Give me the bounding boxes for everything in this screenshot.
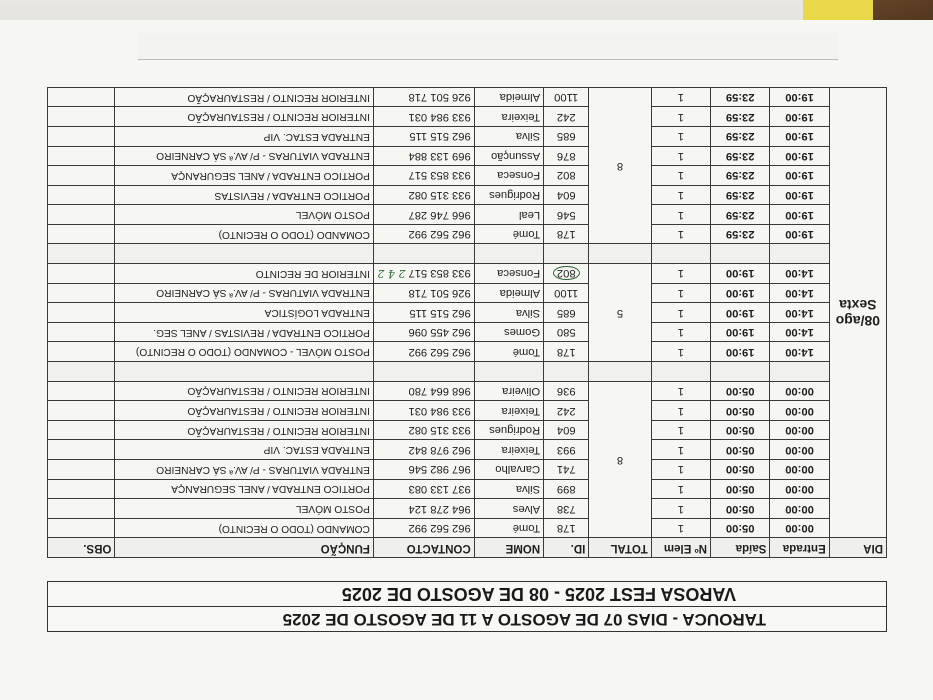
saida-cell: 23:59 — [711, 107, 770, 127]
empty-cell — [770, 244, 829, 264]
obs-cell — [48, 499, 115, 519]
table-row — [48, 107, 887, 127]
funcao-cell: ENTRADA LOGÍSTICA — [115, 303, 373, 323]
id-value: 685 — [556, 130, 576, 143]
nelem-cell: 1 — [651, 146, 710, 166]
nelem-cell: 1 — [651, 518, 710, 538]
contacto-value: 962 978 842 — [408, 443, 471, 456]
col-header-dia: DIA — [829, 538, 886, 558]
table-row — [48, 283, 887, 303]
table-row — [48, 342, 887, 362]
id-cell — [544, 185, 589, 205]
nome-cell: Almeida — [474, 283, 543, 303]
entrada-cell: 00:00 — [770, 460, 829, 480]
table-row — [48, 381, 887, 401]
obs-cell — [48, 224, 115, 244]
table-row — [48, 264, 887, 284]
obs-cell — [48, 342, 115, 362]
nelem-cell: 1 — [651, 381, 710, 401]
document-title: TAROUCA - DIAS 07 DE AGOSTO A 11 DE AGOSTO DE 2025 — [47, 606, 887, 632]
table-row — [48, 479, 887, 499]
document-subtitle: VAROSA FEST 2025 - 08 DE AGOSTO DE 2025 — [47, 581, 887, 606]
nome-cell: Tomé — [474, 518, 543, 538]
table-row — [48, 87, 887, 107]
table-row — [48, 205, 887, 225]
shift-roster-table — [47, 87, 887, 558]
empty-cell — [544, 362, 589, 382]
contacto-cell — [373, 185, 474, 205]
id-cell — [544, 224, 589, 244]
obs-cell — [48, 283, 115, 303]
total-cell: 5 — [589, 264, 651, 362]
empty-cell — [651, 362, 710, 382]
table-row — [48, 401, 887, 421]
obs-cell — [48, 381, 115, 401]
obs-cell — [48, 185, 115, 205]
col-header-id: ID. — [544, 538, 589, 558]
id-value: 604 — [556, 424, 576, 437]
table-row — [48, 166, 887, 186]
obs-cell — [48, 146, 115, 166]
entrada-cell: 19:00 — [770, 185, 829, 205]
contacto-value: 933 984 031 — [408, 404, 471, 417]
contacto-value: 962 515 115 — [409, 130, 471, 143]
obs-cell — [48, 303, 115, 323]
nelem-cell: 1 — [651, 440, 710, 460]
contacto-value: 933 853 517 — [408, 266, 471, 279]
nome-cell: Alves — [474, 499, 543, 519]
nome-cell: Gomes — [474, 322, 543, 342]
saida-cell: 23:59 — [711, 166, 770, 186]
entrada-cell: 14:00 — [770, 342, 829, 362]
contacto-cell — [373, 224, 474, 244]
col-header-saida: Saída — [711, 538, 770, 558]
table-row — [48, 460, 887, 480]
contacto-cell — [373, 87, 474, 107]
saida-cell: 19:00 — [711, 283, 770, 303]
saida-cell: 05:00 — [711, 479, 770, 499]
contacto-value: 933 315 082 — [408, 424, 471, 437]
contacto-value: 969 133 884 — [408, 149, 471, 162]
contacto-cell — [373, 479, 474, 499]
obs-cell — [48, 401, 115, 421]
entrada-cell: 14:00 — [770, 264, 829, 284]
saida-cell: 05:00 — [711, 499, 770, 519]
id-value: 178 — [556, 345, 576, 358]
id-value: 685 — [556, 306, 576, 319]
entrada-cell: 19:00 — [770, 87, 829, 107]
contacto-value: 933 315 082 — [408, 189, 471, 202]
saida-cell: 23:59 — [711, 205, 770, 225]
contacto-cell — [373, 401, 474, 421]
nome-cell: Fonseca — [474, 264, 543, 284]
id-value: 1100 — [554, 286, 579, 299]
total-cell: 8 — [589, 87, 651, 244]
contacto-cell — [373, 205, 474, 225]
empty-cell — [589, 244, 651, 264]
obs-cell — [48, 126, 115, 146]
id-value: 546 — [556, 208, 576, 221]
contacto-cell — [373, 303, 474, 323]
contacto-value: 962 562 992 — [408, 228, 471, 241]
contacto-value: 966 746 287 — [408, 208, 471, 221]
obs-cell — [48, 87, 115, 107]
entrada-cell: 00:00 — [770, 499, 829, 519]
saida-cell: 19:00 — [711, 264, 770, 284]
nome-cell: Fonseca — [474, 166, 543, 186]
entrada-cell: 19:00 — [770, 126, 829, 146]
empty-cell — [770, 362, 829, 382]
funcao-cell: POSTO MÓVEL — [115, 499, 373, 519]
id-cell — [544, 87, 589, 107]
nome-cell: Silva — [474, 479, 543, 499]
funcao-cell: POSTO MÓVEL — [115, 205, 373, 225]
entrada-cell: 19:00 — [770, 205, 829, 225]
nelem-cell: 1 — [651, 126, 710, 146]
entrada-cell: 00:00 — [770, 401, 829, 421]
document-header — [47, 581, 887, 632]
nelem-cell: 1 — [651, 224, 710, 244]
id-cell — [544, 107, 589, 127]
empty-cell — [115, 244, 373, 264]
id-value: 178 — [556, 228, 576, 241]
saida-cell: 23:59 — [711, 224, 770, 244]
entrada-cell: 00:00 — [770, 420, 829, 440]
contacto-cell — [373, 440, 474, 460]
contacto-cell — [373, 107, 474, 127]
funcao-cell: ENTRADA VIATURAS - P/ AV.ª SÁ CARNEIRO — [115, 283, 373, 303]
col-header-contacto: CONTACTO — [373, 538, 474, 558]
nelem-cell: 1 — [651, 185, 710, 205]
nome-cell: Rodrigues — [474, 185, 543, 205]
id-cell — [544, 342, 589, 362]
obs-cell — [48, 166, 115, 186]
funcao-cell: ENTRADA VIATURAS - P/ AV.ª SÁ CARNEIRO — [115, 146, 373, 166]
nelem-cell: 1 — [651, 479, 710, 499]
id-cell — [544, 479, 589, 499]
empty-cell — [651, 244, 710, 264]
table-row — [48, 518, 887, 538]
empty-cell — [544, 244, 589, 264]
obs-cell — [48, 264, 115, 284]
id-value: 738 — [556, 502, 576, 515]
entrada-cell: 14:00 — [770, 322, 829, 342]
contacto-value: 962 562 992 — [408, 345, 471, 358]
id-value: 1100 — [554, 91, 579, 104]
contacto-value: 962 455 096 — [408, 326, 471, 339]
nome-cell: Tomé — [474, 224, 543, 244]
nome-cell: Teixeira — [474, 401, 543, 421]
id-cell — [544, 460, 589, 480]
id-value: 802 — [556, 169, 576, 182]
block-separator-row — [48, 362, 887, 382]
entrada-cell: 19:00 — [770, 146, 829, 166]
nelem-cell: 1 — [651, 420, 710, 440]
nelem-cell: 1 — [651, 342, 710, 362]
id-cell — [544, 518, 589, 538]
id-cell — [544, 303, 589, 323]
nome-cell: Leal — [474, 205, 543, 225]
page-footer-strip — [138, 33, 838, 60]
contacto-cell — [373, 342, 474, 362]
nelem-cell: 1 — [651, 107, 710, 127]
nome-cell: Teixeira — [474, 107, 543, 127]
id-value: 741 — [556, 463, 576, 476]
total-cell: 8 — [589, 381, 651, 538]
table-row — [48, 126, 887, 146]
funcao-cell: PORTICO ENTRADA / REVISTAS — [115, 185, 373, 205]
contacto-cell — [373, 166, 474, 186]
funcao-cell: INTERIOR RECINTO / RESTAURAÇÃO — [115, 87, 373, 107]
id-cell — [544, 126, 589, 146]
contacto-value: 926 501 718 — [408, 91, 471, 104]
id-value: 604 — [556, 189, 576, 202]
saida-cell: 05:00 — [711, 401, 770, 421]
empty-cell — [373, 362, 474, 382]
entrada-cell: 00:00 — [770, 440, 829, 460]
funcao-cell: INTERIOR RECINTO / RESTAURAÇÃO — [115, 401, 373, 421]
id-value: 242 — [556, 404, 576, 417]
funcao-cell: INTERIOR DE RECINTO — [115, 264, 373, 284]
col-header-entrada: Entrada — [770, 538, 829, 558]
table-row — [48, 224, 887, 244]
entrada-cell: 14:00 — [770, 283, 829, 303]
nome-cell: Tomé — [474, 342, 543, 362]
funcao-cell: POSTO MÓVEL - COMANDO (TODO O RECINTO) — [115, 342, 373, 362]
funcao-cell: ENTRADA ESTAC. VIP — [115, 440, 373, 460]
entrada-cell: 00:00 — [770, 518, 829, 538]
nome-cell: Almeida — [474, 87, 543, 107]
nelem-cell: 1 — [651, 303, 710, 323]
empty-cell — [48, 244, 115, 264]
funcao-cell: COMANDO (TODO O RECINTO) — [115, 518, 373, 538]
empty-cell — [711, 244, 770, 264]
saida-cell: 23:59 — [711, 126, 770, 146]
contacto-value: 962 562 992 — [408, 522, 471, 535]
obs-cell — [48, 205, 115, 225]
nome-cell: Oliveira — [474, 381, 543, 401]
funcao-cell: ENTRADA ESTAC. VIP — [115, 126, 373, 146]
funcao-cell: PORTICO ENTRADA / REVISTAS / ANEL SEG. — [115, 322, 373, 342]
col-header-nome: NOME — [474, 538, 543, 558]
entrada-cell: 00:00 — [770, 479, 829, 499]
empty-cell — [474, 244, 543, 264]
funcao-cell: INTERIOR RECINTO / RESTAURAÇÃO — [115, 381, 373, 401]
obs-cell — [48, 479, 115, 499]
day-cell — [829, 87, 886, 538]
nome-cell: Carvalho — [474, 460, 543, 480]
nelem-cell: 1 — [651, 322, 710, 342]
contacto-value: 937 133 083 — [408, 482, 471, 495]
contacto-cell — [373, 126, 474, 146]
id-cell — [544, 283, 589, 303]
entrada-cell: 19:00 — [770, 107, 829, 127]
id-value: 876 — [556, 149, 576, 162]
contacto-value: 962 515 115 — [409, 306, 471, 319]
saida-cell: 23:59 — [711, 87, 770, 107]
obs-cell — [48, 322, 115, 342]
saida-cell: 19:00 — [711, 303, 770, 323]
saida-cell: 05:00 — [711, 440, 770, 460]
id-value: 899 — [556, 482, 576, 495]
table-row — [48, 303, 887, 323]
nelem-cell: 1 — [651, 87, 710, 107]
funcao-cell: PORTICO ENTRADA / ANEL SEGURANÇA — [115, 479, 373, 499]
contacto-cell — [373, 381, 474, 401]
obs-cell — [48, 460, 115, 480]
col-header-obs: OBS. — [48, 538, 115, 558]
funcao-cell: INTERIOR RECINTO / RESTAURAÇÃO — [115, 107, 373, 127]
id-cell — [544, 166, 589, 186]
id-cell — [544, 264, 589, 284]
saida-cell: 05:00 — [711, 460, 770, 480]
contacto-cell — [373, 322, 474, 342]
obs-cell — [48, 420, 115, 440]
empty-cell — [373, 244, 474, 264]
id-value: 580 — [556, 326, 576, 339]
id-cell — [544, 381, 589, 401]
roster-body — [48, 87, 887, 538]
nelem-cell: 1 — [651, 401, 710, 421]
saida-cell: 05:00 — [711, 518, 770, 538]
id-cell — [544, 205, 589, 225]
obs-cell — [48, 440, 115, 460]
contacto-value: 933 853 517 — [408, 169, 471, 182]
id-value: 802 — [553, 266, 580, 280]
empty-cell — [711, 362, 770, 382]
nome-cell: Silva — [474, 303, 543, 323]
entrada-cell: 00:00 — [770, 381, 829, 401]
table-header-row — [48, 538, 887, 558]
contacto-cell — [373, 283, 474, 303]
id-cell — [544, 146, 589, 166]
contacto-value: 964 278 124 — [408, 502, 471, 515]
saida-cell: 19:00 — [711, 342, 770, 362]
empty-cell — [474, 362, 543, 382]
table-row — [48, 146, 887, 166]
saida-cell: 23:59 — [711, 185, 770, 205]
block-separator-row — [48, 244, 887, 264]
obs-cell — [48, 518, 115, 538]
id-value: 242 — [556, 110, 576, 123]
nelem-cell: 1 — [651, 499, 710, 519]
empty-cell — [115, 362, 373, 382]
handwritten-note: 2 4 2 — [377, 266, 406, 280]
table-row — [48, 322, 887, 342]
table-row — [48, 420, 887, 440]
id-value: 993 — [556, 443, 576, 456]
table-row — [48, 499, 887, 519]
col-header-funcao: FUNÇÃO — [115, 538, 373, 558]
nome-cell: Teixeira — [474, 440, 543, 460]
saida-cell: 05:00 — [711, 381, 770, 401]
id-cell — [544, 322, 589, 342]
contacto-cell — [373, 420, 474, 440]
id-cell — [544, 401, 589, 421]
entrada-cell: 14:00 — [770, 303, 829, 323]
id-value: 178 — [556, 522, 576, 535]
nelem-cell: 1 — [651, 460, 710, 480]
nelem-cell: 1 — [651, 264, 710, 284]
nome-cell: Rodrigues — [474, 420, 543, 440]
funcao-cell: INTERIOR RECINTO / RESTAURAÇÃO — [115, 420, 373, 440]
obs-cell — [48, 107, 115, 127]
contacto-cell — [373, 146, 474, 166]
entrada-cell: 19:00 — [770, 224, 829, 244]
id-cell — [544, 440, 589, 460]
contacto-cell — [373, 499, 474, 519]
id-value: 936 — [556, 384, 576, 397]
contacto-value: 967 982 546 — [408, 463, 471, 476]
nelem-cell: 1 — [651, 205, 710, 225]
contacto-cell — [373, 518, 474, 538]
contacto-value: 968 664 780 — [408, 384, 471, 397]
empty-cell — [589, 362, 651, 382]
nome-cell: Silva — [474, 126, 543, 146]
table-row — [48, 185, 887, 205]
funcao-cell: COMANDO (TODO O RECINTO) — [115, 224, 373, 244]
saida-cell: 05:00 — [711, 420, 770, 440]
contacto-value: 933 984 031 — [408, 110, 471, 123]
id-cell — [544, 499, 589, 519]
empty-cell — [48, 362, 115, 382]
funcao-cell: ENTRADA VIATURAS - P/ AV.ª SÁ CARNEIRO — [115, 460, 373, 480]
id-cell — [544, 420, 589, 440]
funcao-cell: PORTICO ENTRADA / ANEL SEGURANÇA — [115, 166, 373, 186]
saida-cell: 19:00 — [711, 322, 770, 342]
table-row — [48, 440, 887, 460]
contacto-cell — [373, 264, 474, 284]
nome-cell: Assunção — [474, 146, 543, 166]
day-weekday: Sexta — [839, 296, 877, 313]
contacto-value: 926 501 718 — [408, 286, 471, 299]
nelem-cell: 1 — [651, 283, 710, 303]
col-header-nelem: Nº Elem — [651, 538, 710, 558]
day-date: 08/ago — [835, 312, 881, 329]
saida-cell: 23:59 — [711, 146, 770, 166]
contacto-cell — [373, 460, 474, 480]
nelem-cell: 1 — [651, 166, 710, 186]
entrada-cell: 19:00 — [770, 166, 829, 186]
col-header-total: TOTAL — [589, 538, 651, 558]
